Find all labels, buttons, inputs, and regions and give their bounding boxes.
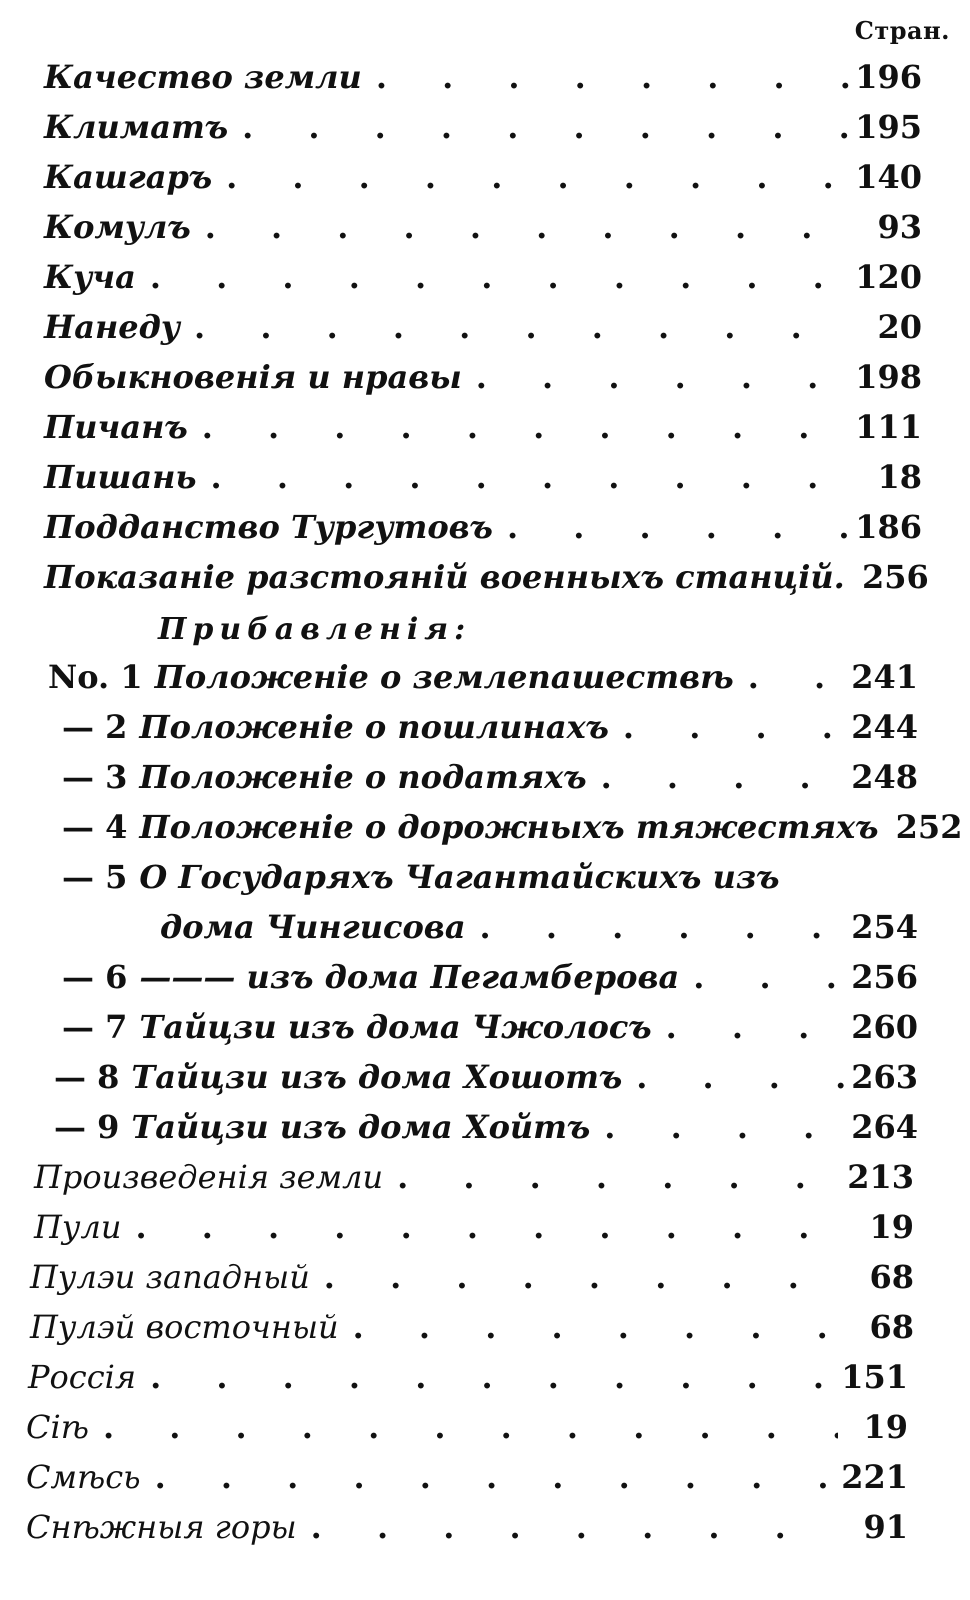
entry-label: Комулъ: [44, 208, 191, 246]
appendix-item-number: — 6: [62, 958, 128, 996]
appendix-item-label: Тайцзи изъ дома Хошотъ: [131, 1058, 623, 1096]
dot-leader: [141, 1458, 838, 1496]
entry-label: Пули: [34, 1208, 122, 1246]
dot-leader: [587, 758, 848, 796]
entry-page-number: 196: [855, 58, 922, 96]
appendix-item-page-number: 254: [851, 908, 918, 946]
dot-leader: [228, 108, 852, 146]
index-entry: [30, 1258, 914, 1308]
appendix-item: [54, 1108, 918, 1158]
entry-page-number: 195: [855, 108, 922, 146]
dot-leader: [734, 658, 848, 696]
appendix-item-number: — 5: [62, 858, 128, 896]
index-entry: [44, 58, 922, 108]
appendix-item: [62, 808, 963, 858]
dot-leader: [339, 1308, 844, 1346]
entry-label: Климатъ: [44, 108, 229, 146]
entry-label: Пичанъ: [44, 408, 188, 446]
entry-page-number: 120: [855, 258, 922, 296]
dot-leader: [679, 958, 848, 996]
entry-label: Произведенія земли: [34, 1158, 384, 1196]
appendix-item-number: — 9: [54, 1108, 120, 1146]
appendix-title: Прибавленія:: [158, 612, 472, 647]
entry-label: Нанеду: [44, 308, 181, 346]
index-entry: [44, 308, 922, 358]
entry-label: Подданство Тургутовъ: [44, 508, 493, 546]
appendix-item-label: Положеніе о пошлинахъ: [139, 708, 609, 746]
entry-page-number: 213: [847, 1158, 914, 1196]
appendix-item: [48, 658, 918, 708]
entry-label: Показаніе разстояній военныхъ станцій.: [44, 558, 845, 596]
entry-label: Сіѣ: [26, 1408, 89, 1446]
dot-leader: [383, 1158, 844, 1196]
page-column-header: Стран.: [854, 16, 950, 45]
dot-leader: [136, 258, 852, 296]
dot-leader: [622, 1058, 848, 1096]
appendix-item-number: — 4: [62, 808, 128, 846]
entry-page-number: 140: [855, 158, 922, 196]
appendix-item-page-number: 264: [851, 1108, 918, 1146]
entry-page-number: 18: [877, 458, 922, 496]
appendix-item-page-number: 263: [851, 1058, 918, 1096]
index-entry: [34, 1158, 914, 1208]
entry-label: Смѣсь: [26, 1458, 141, 1496]
appendix-item-page-number: 241: [851, 658, 918, 696]
entry-label: Обыкновенія и нравы: [44, 358, 462, 396]
entry-page-number: 111: [855, 408, 922, 446]
index-entry: [28, 1358, 908, 1408]
dot-leader: [121, 1208, 844, 1246]
dot-leader: [462, 358, 852, 396]
entry-page-number: 151: [841, 1358, 908, 1396]
appendix-item-label: Тайцзи изъ дома Чжолосъ: [139, 1008, 652, 1046]
appendix-item: [62, 1008, 918, 1058]
index-entry: [44, 458, 922, 508]
dot-leader: [466, 908, 848, 946]
appendix-item-number: No. 1: [48, 658, 143, 696]
entry-page-number: 68: [869, 1258, 914, 1296]
entry-page-number: 186: [855, 508, 922, 546]
dot-leader: [362, 58, 852, 96]
entry-page-number: 93: [877, 208, 922, 246]
dot-leader: [136, 1358, 838, 1396]
appendix-item-label: Тайцзи изъ дома Хойтъ: [131, 1108, 591, 1146]
appendix-item-label: О Государяхъ Чагантайскихъ изъ: [139, 858, 780, 896]
entry-page-number: 91: [863, 1508, 908, 1546]
entry-page-number: 198: [855, 358, 922, 396]
appendix-item-page-number: 252: [895, 808, 963, 846]
appendix-item-page-number: 256: [851, 958, 918, 996]
dot-leader: [590, 1108, 848, 1146]
entry-page-number: 68: [869, 1308, 914, 1346]
index-entry: [44, 258, 922, 308]
appendix-item: [62, 758, 918, 808]
dot-leader: [297, 1508, 838, 1546]
index-entry: [30, 1308, 914, 1358]
entry-label: Россія: [28, 1358, 137, 1396]
index-entry: [44, 358, 922, 408]
appendix-item-label: дома Чингисова: [160, 908, 466, 946]
dot-leader: [89, 1408, 838, 1446]
appendix-item-number: — 7: [62, 1008, 128, 1046]
dot-leader: [191, 208, 852, 246]
entry-label: Куча: [44, 258, 136, 296]
index-entry: [44, 558, 929, 608]
appendix-item-number: — 2: [62, 708, 128, 746]
appendix-item: [148, 908, 918, 958]
index-entry: [26, 1508, 908, 1558]
entry-page-number: 19: [863, 1408, 908, 1446]
appendix-item: [62, 708, 918, 758]
appendix-item-number: — 3: [62, 758, 128, 796]
entry-page-number: 20: [877, 308, 922, 346]
dot-leader: [310, 1258, 844, 1296]
index-entry: [44, 108, 922, 158]
dot-leader: [180, 308, 852, 346]
appendix-item-number: — 8: [54, 1058, 120, 1096]
entry-label: Пишань: [44, 458, 197, 496]
dot-leader: [609, 708, 848, 746]
appendix-item: [62, 858, 918, 908]
index-entry: [44, 158, 922, 208]
dot-leader: [652, 1008, 848, 1046]
dot-leader: [188, 408, 852, 446]
appendix-item: [54, 1058, 918, 1108]
dot-leader: [212, 158, 852, 196]
entry-label: Качество земли: [44, 58, 362, 96]
entry-label: Кашгаръ: [44, 158, 213, 196]
entry-label: Пулэй восточный: [30, 1308, 339, 1346]
index-entry: [44, 408, 922, 458]
appendix-item-page-number: 248: [851, 758, 918, 796]
appendix-item-page-number: 244: [851, 708, 918, 746]
index-entry: [44, 508, 922, 558]
index-entry: [26, 1408, 908, 1458]
appendix-item: [62, 958, 918, 1008]
appendix-item-label: Положеніе о дорожныхъ тяжестяхъ: [139, 808, 879, 846]
dot-leader: [197, 458, 852, 496]
entry-page-number: 221: [841, 1458, 908, 1496]
appendix-item-label: Положеніе о землепашествѣ: [154, 658, 734, 696]
appendix-item-label: ——— изъ дома Пегамберова: [139, 958, 680, 996]
entry-page-number: 256: [861, 558, 929, 596]
appendix-item-label: Положеніе о податяхъ: [139, 758, 587, 796]
index-entry: [34, 1208, 914, 1258]
entry-label: Пулэи западный: [30, 1258, 310, 1296]
index-entry: [44, 208, 922, 258]
index-entry: [26, 1458, 908, 1508]
appendix-item-page-number: 260: [851, 1008, 918, 1046]
entry-label: Снѣжныя горы: [26, 1508, 297, 1546]
dot-leader: [493, 508, 852, 546]
entry-page-number: 19: [869, 1208, 914, 1246]
